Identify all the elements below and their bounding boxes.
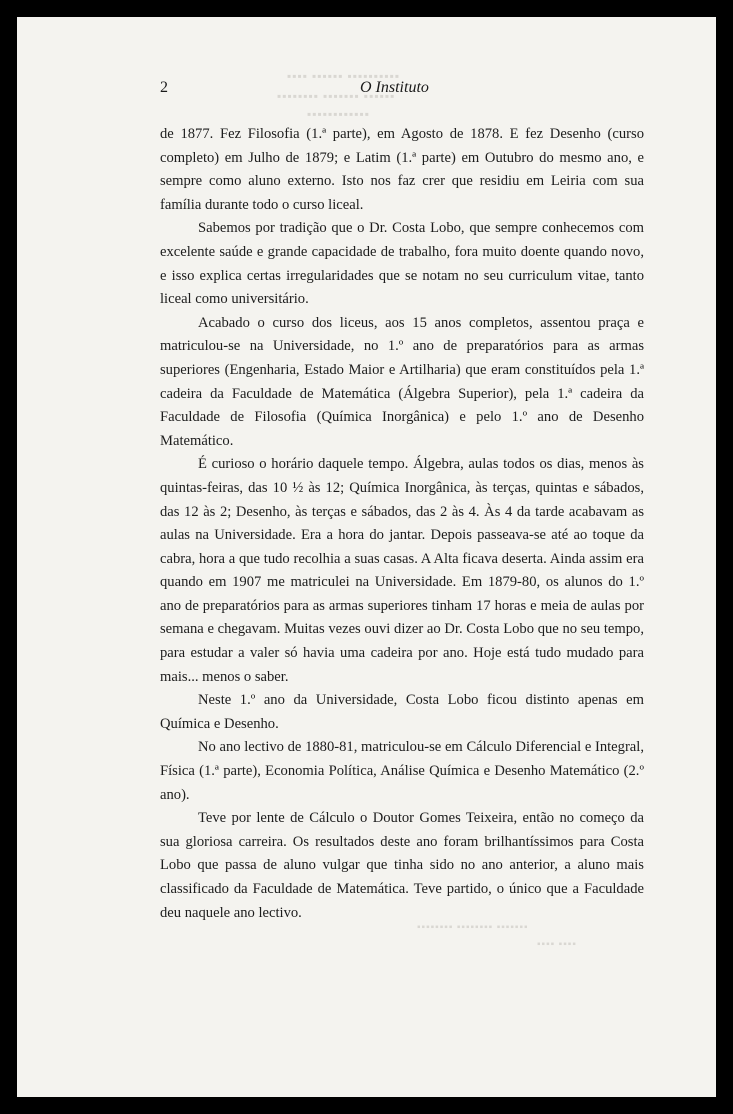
paragraph: Sabemos por tradição que o Dr. Costa Lobo, que sempre conhecemos com excelente saúde e grande capacidade de trabalho, fora muito doente quando novo, e isso explica certas irregularidades que se notam no seu curriculum vitae, tanto liceal como universitário. xyxy=(160,220,644,308)
paragraph: Neste 1.º ano da Universidade, Costa Lobo ficou distinto apenas em Química e Desenho. xyxy=(160,692,644,732)
show-through-text: ▪▪▪▪ ▪▪▪▪ xyxy=(537,939,577,950)
page-header xyxy=(160,79,660,103)
paragraph: No ano lectivo de 1880-81, matriculou-se em Cálculo Diferencial e Integral, Física (1.ª parte), Economia Política, Análise Química e Desenho Matemático (2.º ano). xyxy=(160,739,644,803)
show-through-text: ▪▪▪▪▪▪▪▪▪▪▪▪ xyxy=(307,107,371,121)
body-text xyxy=(160,123,644,925)
paragraph: Acabado o curso dos liceus, aos 15 anos completos, assentou praça e matriculou-se na Universidade, no 1.º ano de preparatórios para as armas superiores (Engenharia, Estado Maior e Artilharia) que eram constituídos pela 1.ª cadeira da Faculdade de Matemática (Álgebra Superior), pela 1.ª cadeira da Faculdade de Filosofia (Química Inorgânica) e pelo 1.º ano de Desenho Matemático. xyxy=(160,314,644,449)
show-through-text: ▪▪▪▪▪▪▪▪ ▪▪▪▪▪▪▪▪ ▪▪▪▪▪▪▪ xyxy=(417,922,529,933)
paragraph: É curioso o horário daquele tempo. Álgebra, aulas todos os dias, menos às quintas-feiras, das 10 ½ às 12; Química Inorgânica, às terças, quintas e sábados, das 12 às 2; Desenho, às terças e sábados, das 2 às 4. Às 4 da tarde acabavam as aulas na Universidade. Era a hora do jantar. Depois passeava-se até ao toque da cabra, hora a que tudo recolhia a suas casas. A Alta ficava deserta. Ainda assim era quando em 1907 me matriculei na Universidade. Em 1879-80, os alunos do 1.º ano de preparatórios para as armas superiores tinham 17 horas e meia de aulas por semana e chegavam. Muitas vezes ouvi dizer ao Dr. Costa Lobo que no seu tempo, para estudar a valer só havia uma cadeira por ano. Hoje está tudo mudado para mais... menos o saber. xyxy=(160,456,644,685)
show-through-text: ▪▪▪▪▪▪▪▪ ▪▪▪▪▪▪▪ ▪▪▪▪▪▪ xyxy=(277,89,396,103)
page-number: 2 xyxy=(160,79,168,96)
document-page xyxy=(17,17,716,1097)
show-through-text: ▪▪▪▪ ▪▪▪▪▪▪ ▪▪▪▪▪▪▪▪▪▪ xyxy=(287,69,401,83)
running-title: O Instituto xyxy=(360,79,429,96)
paragraph: Teve por lente de Cálculo o Doutor Gomes Teixeira, então no começo da sua gloriosa carreira. Os resultados deste ano foram brilhantíssimos para Costa Lobo que passa de aluno vulgar que tinha sido no ano anterior, a aluno mais classificado da Faculdade de Matemática. Teve partido, o único que a Faculdade deu naquele ano lectivo. xyxy=(160,810,644,921)
paragraph: de 1877. Fez Filosofia (1.ª parte), em Agosto de 1878. E fez Desenho (curso completo) em Julho de 1879; e Latim (1.ª parte) em Outubro do mesmo ano, e sempre como aluno externo. Isto nos faz crer que residiu em Leiria com sua família durante todo o curso liceal. xyxy=(160,126,644,213)
